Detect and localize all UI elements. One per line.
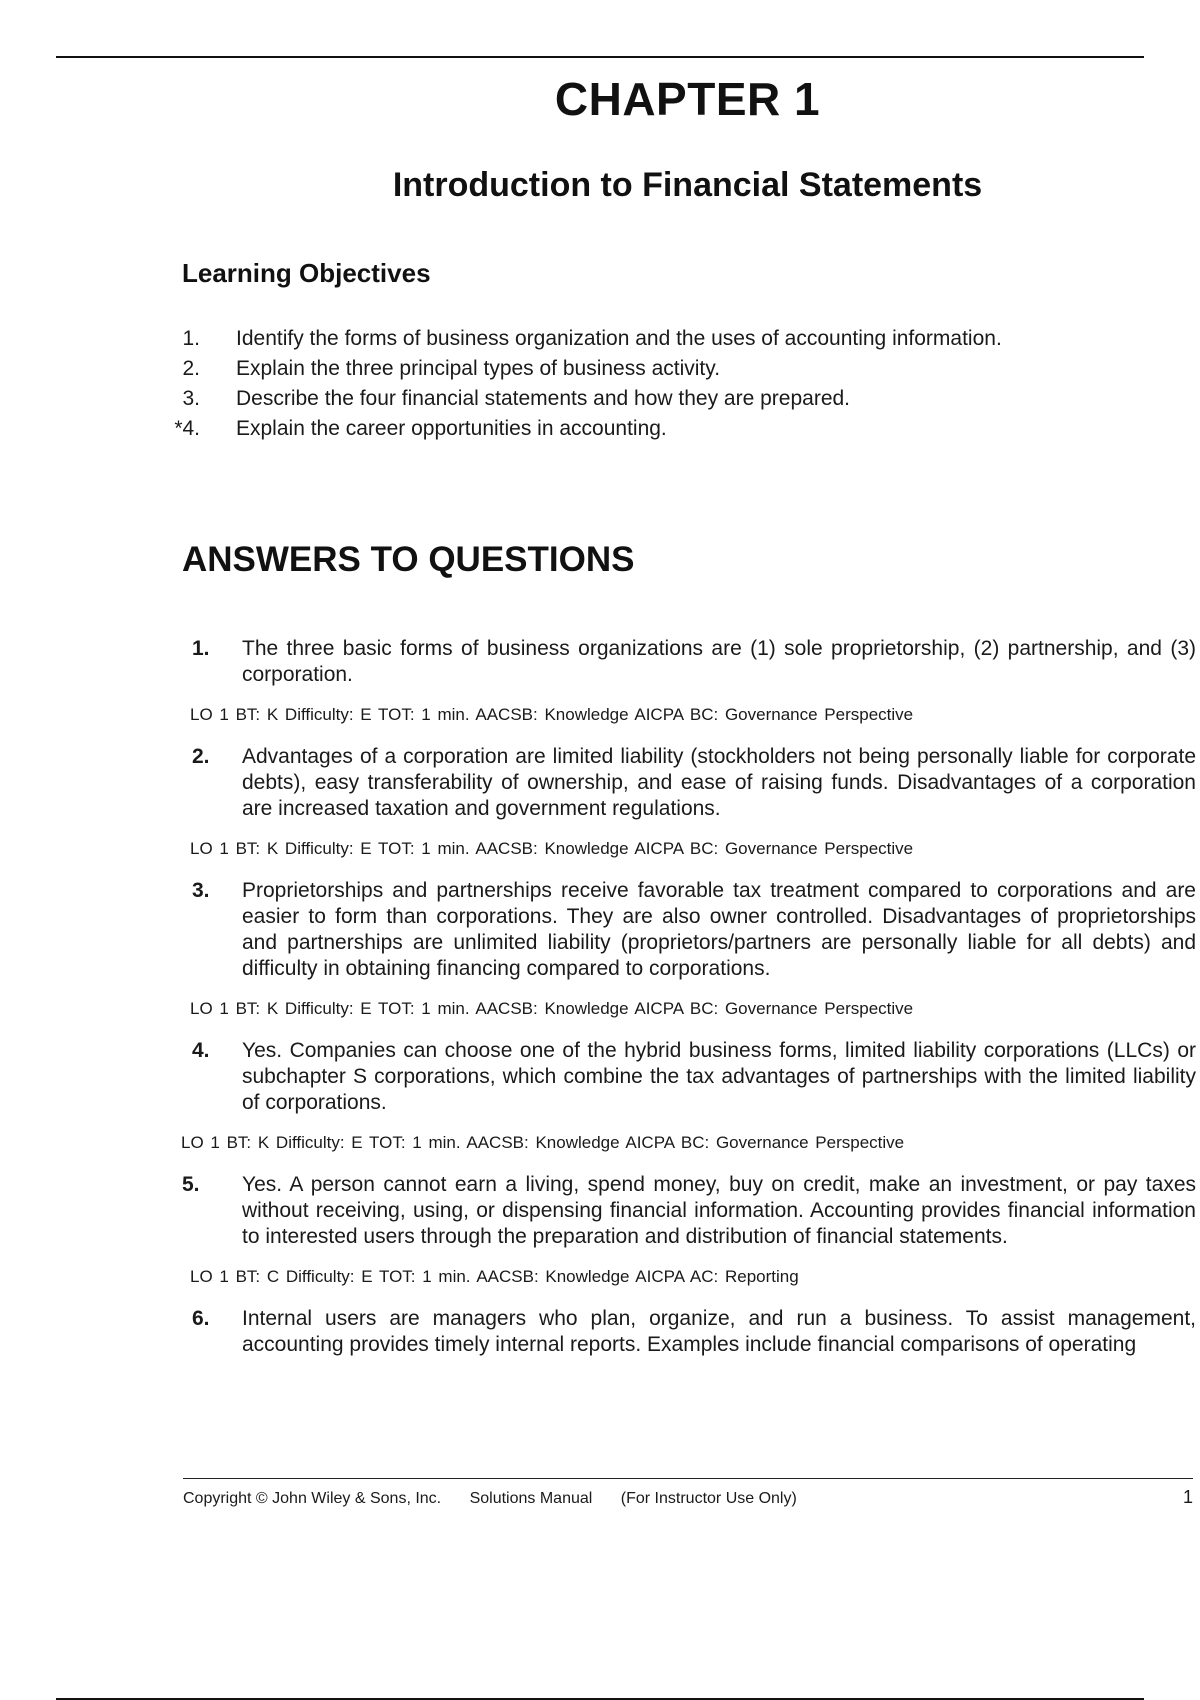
- answer-number: 3.: [192, 879, 210, 902]
- learning-objectives-heading: Learning Objectives: [182, 258, 431, 288]
- footer-copyright: Copyright © John Wiley & Sons, Inc.: [183, 1490, 442, 1507]
- answer-tags: LO 1 BT: K Difficulty: E TOT: 1 min. AACSB: Knowledge AICPA BC: Governance Perspective: [190, 705, 914, 724]
- answer-item: [0, 636, 1200, 726]
- answer-number: 6.: [192, 1307, 210, 1330]
- answer-text: The three basic forms of business organizations are (1) sole proprietorship, (2) partnership, and (3) corporation.: [242, 637, 1196, 686]
- objective-item: [0, 384, 1200, 414]
- answer-text: Internal users are managers who plan, organize, and run a business. To assist management, accounting provides timely internal reports. Examples include financial comparisons of operating: [242, 1307, 1196, 1356]
- answer-tags: LO 1 BT: C Difficulty: E TOT: 1 min. AACSB: Knowledge AICPA AC: Reporting: [190, 1267, 799, 1286]
- answer-tags: LO 1 BT: K Difficulty: E TOT: 1 min. AACSB: Knowledge AICPA BC: Governance Perspective: [190, 839, 914, 858]
- answer-text: Yes. Companies can choose one of the hybrid business forms, limited liability corporations (LLCs) or subchapter S corporations, which combine the tax advantages of partnerships with the limited liability of corporations.: [242, 1039, 1196, 1114]
- learning-objectives-list: [0, 324, 1200, 444]
- top-rule: [56, 56, 1144, 58]
- objective-item: [0, 414, 1200, 444]
- footer-manual: Solutions Manual: [469, 1490, 593, 1507]
- objective-text: Explain the career opportunities in accounting.: [236, 417, 667, 440]
- answer-number: 2.: [192, 745, 210, 768]
- answers-heading: ANSWERS TO QUESTIONS: [182, 540, 635, 579]
- objective-item: [0, 354, 1200, 384]
- objective-number: 2.: [182, 357, 200, 380]
- answer-item: [0, 878, 1200, 1020]
- answer-number: 1.: [192, 637, 210, 660]
- objective-text: Describe the four financial statements and how they are prepared.: [236, 387, 851, 410]
- page-number: 1: [1182, 1487, 1193, 1507]
- answer-item: [0, 1172, 1200, 1288]
- answer-text: Yes. A person cannot earn a living, spend money, buy on credit, make an investment, or pay taxes without receiving, using, or dispensing financial information. Accounting provides financial information to interested users through the preparation and distribution of financial statements.: [242, 1173, 1196, 1248]
- objective-text: Identify the forms of business organization and the uses of accounting information.: [236, 327, 1002, 350]
- objective-text: Explain the three principal types of business activity.: [236, 357, 721, 380]
- objective-number: 3.: [182, 387, 200, 410]
- objective-number: *4.: [174, 417, 200, 440]
- footer-usage: (For Instructor Use Only): [620, 1490, 797, 1507]
- answer-number: 5.: [182, 1173, 200, 1196]
- answer-item: [0, 1306, 1200, 1358]
- page-footer: [183, 1488, 1193, 1510]
- answer-text: Advantages of a corporation are limited liability (stockholders not being personally liable for corporate debts), easy transferability of ownership, and ease of raising funds. Disadvantages of a corporation are increased taxation and government regulations.: [242, 745, 1196, 820]
- answer-item: [0, 1038, 1200, 1154]
- objective-item: [0, 324, 1200, 354]
- objective-number: 1.: [182, 327, 200, 350]
- answer-tags: LO 1 BT: K Difficulty: E TOT: 1 min. AACSB: Knowledge AICPA BC: Governance Perspective: [190, 999, 914, 1018]
- answer-text: Proprietorships and partnerships receive favorable tax treatment compared to corporations and are easier to form than corporations. They are also owner controlled. Disadvantages of proprietorships and partnerships are unlimited liability (proprietors/partners are personally liable for all debts) and difficulty in obtaining financing compared to corporations.: [242, 879, 1196, 980]
- answer-number: 4.: [192, 1039, 210, 1062]
- chapter-number: CHAPTER 1: [554, 73, 821, 125]
- answer-tags: LO 1 BT: K Difficulty: E TOT: 1 min. AACSB: Knowledge AICPA BC: Governance Perspective: [181, 1133, 905, 1152]
- footer-rule: [183, 1478, 1193, 1479]
- answers-list: [0, 636, 1200, 1376]
- answer-item: [0, 744, 1200, 860]
- chapter-title: Introduction to Financial Statements: [392, 166, 983, 204]
